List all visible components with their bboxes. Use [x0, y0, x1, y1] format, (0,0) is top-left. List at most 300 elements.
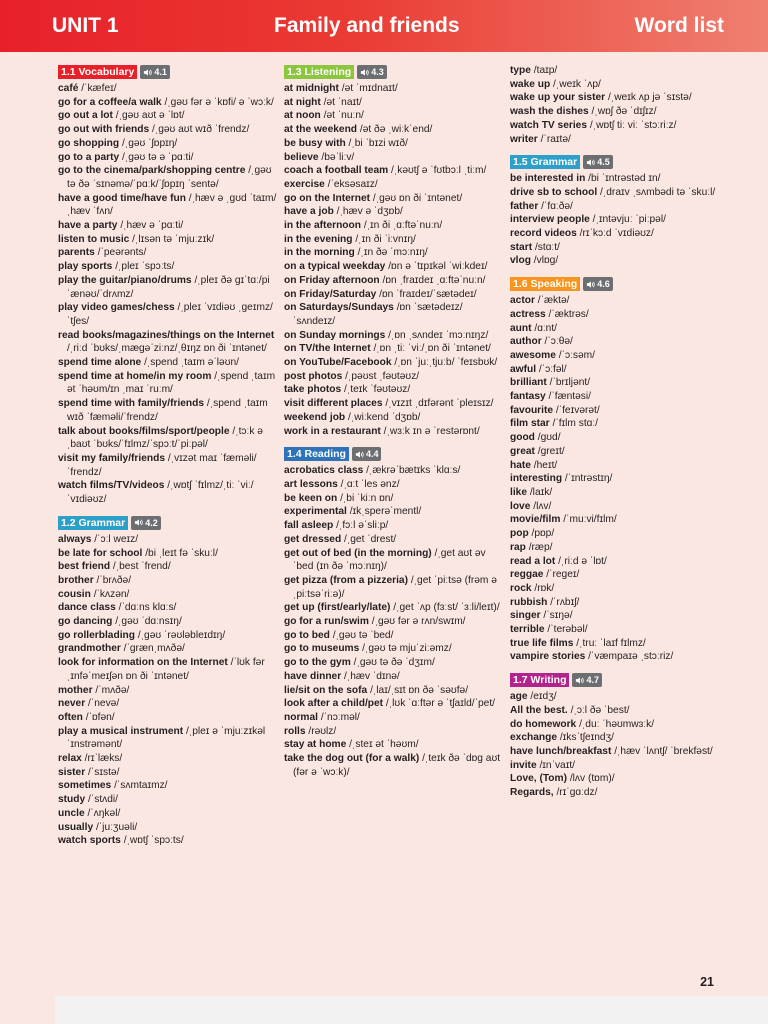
page-header — [0, 0, 768, 52]
entry-word: spend time alone — [58, 357, 142, 369]
entry-pronunciation: /ət ˈnuːn/ — [323, 110, 364, 122]
word-entry — [510, 513, 730, 527]
entry-pronunciation: /ˌɒn ˌsʌndeɪ ˈmɔːnɪŋz/ — [388, 329, 489, 341]
audio-track-button[interactable] — [583, 155, 613, 169]
column-middle — [284, 64, 504, 788]
entry-word: go on the Internet — [284, 192, 371, 204]
word-entry — [510, 363, 730, 377]
entry-word: rolls — [284, 725, 306, 737]
speaker-icon — [355, 450, 364, 459]
word-entry — [58, 329, 278, 356]
word-entry — [284, 738, 504, 752]
audio-track-number: 4.6 — [597, 279, 610, 290]
word-entry — [58, 601, 278, 615]
word-entry — [58, 807, 278, 821]
word-entry — [58, 533, 278, 547]
word-entry — [510, 254, 730, 268]
section-title: 1.7 Writing — [510, 673, 569, 687]
entry-word: author — [510, 336, 542, 348]
entry-pronunciation: /ˈrʌbɪʃ/ — [550, 596, 580, 608]
entry-pronunciation: /rɪˈkɔːd ˈvɪdiəʊz/ — [579, 228, 654, 240]
entry-pronunciation: /ˈmʌðə/ — [95, 684, 130, 696]
entry-pronunciation: /ˌvɪzɪt ˌdɪfərənt ˈpleɪsɪz/ — [385, 398, 494, 410]
word-entry — [510, 650, 730, 664]
speaker-icon — [143, 68, 152, 77]
entry-pronunciation: /ˈbrʌðə/ — [96, 574, 132, 586]
word-entry — [58, 164, 278, 191]
section-heading — [510, 673, 730, 687]
entry-word: awful — [510, 363, 537, 375]
entry-word: in the morning — [284, 247, 355, 259]
entry-pronunciation: /ˈɔːl weɪz/ — [94, 533, 139, 545]
entry-word: reggae — [510, 569, 544, 581]
entry-word: get pizza (from a pizzeria) — [284, 574, 408, 586]
word-entry — [510, 568, 730, 582]
word-entry — [284, 192, 504, 206]
entry-word: go for a run/swim — [284, 616, 369, 628]
entry-word: invite — [510, 759, 537, 771]
entry-word: mother — [58, 684, 93, 696]
entry-pronunciation: /ət ˈmɪdnaɪt/ — [341, 83, 398, 94]
entry-pronunciation: /ɪksˈtʃeɪndʒ/ — [559, 732, 614, 744]
word-entry — [58, 123, 278, 137]
entry-pronunciation: /bi ˈɪntrəstəd ɪn/ — [588, 173, 661, 185]
word-entry — [58, 711, 278, 725]
entry-word: always — [58, 533, 92, 545]
entry-pronunciation: /ˌweɪk ˈʌp/ — [553, 78, 601, 90]
word-entry — [510, 731, 730, 745]
entry-pronunciation: /heɪt/ — [533, 459, 558, 471]
entry-pronunciation: /ɪkˌsperəˈmentl/ — [349, 506, 422, 518]
word-entry — [510, 486, 730, 500]
entry-pronunciation: /ˈʌŋkəl/ — [87, 807, 121, 819]
entry-word: normal — [284, 711, 318, 723]
audio-track-button[interactable] — [572, 673, 602, 687]
unit-label: UNIT 1 — [52, 14, 119, 37]
word-entry — [58, 479, 278, 506]
word-entry — [510, 376, 730, 390]
entry-word: singer — [510, 610, 541, 622]
entry-pronunciation: /ˈæktə/ — [537, 295, 570, 307]
entry-word: go to bed — [284, 629, 330, 641]
entry-pronunciation: /ˌhæv ə ˈdʒɒb/ — [336, 206, 403, 218]
word-entry — [58, 425, 278, 452]
word-entry — [510, 213, 730, 227]
entry-word: on Saturdays/Sundays — [284, 302, 394, 314]
entry-pronunciation: /ˌkəʊtʃ ə ˈfʊtbɔːl ˌtiːm/ — [391, 165, 487, 177]
entry-pronunciation: /ˌteɪk ˈfəʊtəʊz/ — [344, 384, 411, 396]
entry-word: actor — [510, 295, 535, 307]
page-number: 21 — [700, 975, 714, 989]
entry-pronunciation: /ˈkʌzən/ — [93, 588, 130, 600]
entry-pronunciation: /ˈstʌdi/ — [88, 794, 119, 806]
word-entry — [510, 541, 730, 555]
word-entry — [510, 349, 730, 363]
entry-pronunciation: /ˈraɪtə/ — [540, 133, 571, 145]
entry-pronunciation: /ɡʊd/ — [537, 432, 561, 444]
entry-pronunciation: /rɒk/ — [534, 582, 555, 594]
entry-pronunciation: /ˌspend ˌtaɪm əˈləʊn/ — [144, 357, 239, 369]
word-entry — [510, 404, 730, 418]
entry-word: get up (first/early/late) — [284, 602, 391, 614]
entry-pronunciation: /ˌɡəʊ tə ə ˈpɑːti/ — [121, 151, 194, 163]
speaker-icon — [586, 158, 595, 167]
entry-word: usually — [58, 821, 94, 833]
audio-track-button[interactable] — [140, 65, 170, 79]
entry-pronunciation: /ˈbrɪljənt/ — [549, 377, 591, 389]
entry-pronunciation: /ˈæktrəs/ — [548, 308, 589, 320]
entry-word: exercise — [284, 178, 325, 190]
entry-word: spend time with family/friends — [58, 398, 205, 410]
entry-pronunciation: /ˌhæv ˈdɪnə/ — [344, 670, 400, 682]
entry-word: Regards, — [510, 787, 554, 799]
word-entry — [284, 123, 504, 137]
entry-pronunciation: /ˌsteɪ ət ˈhəʊm/ — [349, 739, 419, 751]
entry-pronunciation: /ˌpleɪ ˈvɪdiəʊ ˌɡeɪmz/ˈtʃes/ — [67, 302, 273, 327]
word-entry — [284, 752, 504, 779]
word-entry — [510, 64, 730, 78]
word-entry — [284, 697, 504, 711]
entry-word: have a job — [284, 206, 334, 218]
entry-word: parents — [58, 247, 95, 259]
word-entry — [510, 200, 730, 214]
entry-pronunciation: /rəʊlz/ — [308, 725, 337, 737]
entry-word: uncle — [58, 807, 85, 819]
word-entry — [510, 472, 730, 486]
entry-pronunciation: /taɪp/ — [533, 65, 558, 76]
entry-word: have a good time/have fun — [58, 192, 186, 204]
word-entry — [58, 656, 278, 683]
entry-word: on Friday afternoon — [284, 274, 380, 286]
audio-track-number: 4.7 — [586, 675, 599, 686]
entry-pronunciation: /ˌɡet ˈdrest/ — [344, 533, 397, 545]
entry-pronunciation: /ˈsɪstə/ — [88, 766, 120, 778]
word-entry — [58, 560, 278, 574]
word-entry — [284, 329, 504, 343]
section-title: 1.6 Speaking — [510, 277, 580, 291]
entry-word: get dressed — [284, 533, 342, 545]
word-entry — [510, 786, 730, 800]
entry-word: vlog — [510, 255, 531, 267]
word-entry — [510, 186, 730, 200]
entry-pronunciation: /ˈɡrænˌmʌðə/ — [123, 643, 185, 655]
entry-word: sister — [58, 766, 86, 778]
entry-pronunciation: /vlɒɡ/ — [533, 255, 559, 267]
entry-pronunciation: /ˈlʊk fər ˌɪnfəˈmeɪʃən ɒn ði ˈɪntənet/ — [67, 657, 265, 682]
section-title: 1.1 Vocabulary — [58, 65, 137, 79]
word-entry — [510, 78, 730, 92]
entry-pronunciation: /ˌdraɪv ˌsʌmbədi tə ˈskuːl/ — [600, 186, 716, 198]
word-entry — [284, 574, 504, 601]
entry-pronunciation: /ˌɡəʊ ɒn ði ˈɪntənet/ — [372, 192, 463, 204]
word-entry — [284, 164, 504, 178]
word-entry — [284, 137, 504, 151]
entry-pronunciation: /ˈfeɪvərət/ — [555, 404, 600, 416]
word-entry — [58, 301, 278, 328]
section-heading — [58, 516, 278, 530]
entry-word: in the afternoon — [284, 220, 361, 232]
entry-pronunciation: /ˌɡəʊ fər ə rʌn/swɪm/ — [371, 616, 466, 628]
entry-pronunciation: /ˌteɪk ðə ˈdɒɡ aʊt (fər ə ˈwɔːk)/ — [293, 753, 501, 778]
entry-pronunciation: /ˈɔːsəm/ — [558, 349, 595, 361]
word-entry — [58, 642, 278, 656]
entry-word: at the weekend — [284, 124, 358, 136]
entry-word: watch films/TV/videos — [58, 480, 165, 492]
entry-word: acrobatics class — [284, 465, 364, 477]
word-entry — [284, 233, 504, 247]
word-entry — [58, 219, 278, 233]
entry-word: go to the cinema/park/shopping centre — [58, 165, 246, 177]
section-heading — [510, 277, 730, 291]
entry-pronunciation: /ˈɒfən/ — [85, 711, 115, 723]
word-entry — [510, 133, 730, 147]
entry-pronunciation: /ˌduː ˈhəʊmwɜːk/ — [579, 718, 655, 730]
entry-pronunciation: /ˌɑːt ˈles ənz/ — [340, 478, 400, 490]
entry-pronunciation: /ˈɔːθə/ — [544, 336, 573, 348]
entry-word: often — [58, 711, 83, 723]
entry-word: do homework — [510, 718, 577, 730]
section-vocabulary — [58, 65, 278, 507]
entry-pronunciation: /bəˈliːv/ — [321, 151, 355, 163]
entry-word: wake up your sister — [510, 92, 606, 104]
entry-word: rubbish — [510, 596, 548, 608]
entry-pronunciation: /pɒp/ — [531, 528, 555, 540]
entry-pronunciation: /ɒn ˈsætədeɪz/ ˈsʌndeɪz/ — [293, 302, 463, 327]
entry-word: relax — [58, 753, 82, 765]
word-entry — [510, 718, 730, 732]
word-entry — [284, 656, 504, 670]
entry-pronunciation: /ɒn ə ˈtɪpɪkəl ˈwiːkdeɪ/ — [388, 261, 488, 273]
word-entry — [510, 459, 730, 473]
entry-word: go to the gym — [284, 657, 351, 669]
word-entry — [510, 417, 730, 431]
entry-pronunciation: /ɑːnt/ — [534, 322, 558, 334]
word-entry — [58, 109, 278, 123]
word-entry — [284, 492, 504, 506]
word-entry — [510, 582, 730, 596]
entry-word: visit different places — [284, 398, 383, 410]
word-entry — [284, 151, 504, 165]
audio-track-number: 4.4 — [365, 449, 379, 460]
entry-pronunciation: /ˌɡəʊ tə ðə ˈsɪnəmə/ˈpɑːk/ˈʃɒpɪŋ ˈsentə/ — [67, 165, 272, 190]
entry-word: interview people — [510, 214, 590, 226]
entry-word: art lessons — [284, 478, 338, 490]
entry-pronunciation: /ɒn ˌfraɪdeɪ ˌɑːftəˈnuːn/ — [382, 274, 486, 286]
unit-title: Family and friends — [274, 14, 460, 37]
word-entry — [284, 642, 504, 656]
word-entry — [284, 274, 504, 288]
word-entry — [284, 370, 504, 384]
word-entry — [510, 745, 730, 759]
word-entry — [510, 704, 730, 718]
word-entry — [58, 82, 278, 96]
entry-pronunciation: /ˌɡəʊ aʊt ə ˈlɒt/ — [115, 110, 185, 122]
entry-word: Love, (Tom) — [510, 773, 567, 785]
entry-word: play the guitar/piano/drums — [58, 274, 192, 286]
entry-word: read books/magazines/things on the Internet — [58, 329, 275, 341]
word-entry — [510, 623, 730, 637]
entry-pronunciation: /ˌɡəʊ ˈdɑːnsɪŋ/ — [115, 616, 182, 628]
entry-word: at midnight — [284, 83, 339, 94]
entry-word: watch TV series — [510, 119, 588, 131]
entry-word: actress — [510, 308, 546, 320]
entry-word: go to museums — [284, 643, 360, 655]
entry-word: pop — [510, 528, 529, 540]
entry-word: spend time at home/in my room — [58, 370, 212, 382]
section-title: 1.4 Reading — [284, 447, 349, 461]
entry-pronunciation: /ˈvæmpaɪə ˌstɔːriz/ — [588, 651, 674, 663]
entry-pronunciation: /ˌɪn ðə ˈmɔːnɪŋ/ — [357, 247, 428, 259]
entry-pronunciation: /ˌspend ˌtaɪm wɪð ˈfæməli/ˈfrendz/ — [67, 398, 268, 423]
entry-word: have lunch/breakfast — [510, 745, 612, 757]
word-entry — [284, 533, 504, 547]
entry-word: look for information on the Internet — [58, 657, 228, 669]
entry-pronunciation: /ɡreɪt/ — [537, 445, 565, 457]
audio-track-number: 4.2 — [145, 517, 158, 528]
entry-word: take the dog out (for a walk) — [284, 753, 420, 765]
speaker-icon — [360, 68, 369, 77]
entry-pronunciation: /ˌɔːl ðə ˈbest/ — [570, 704, 630, 716]
word-entry — [58, 793, 278, 807]
word-entry — [58, 260, 278, 274]
entry-word: go dancing — [58, 616, 113, 628]
entry-word: visit my family/friends — [58, 452, 166, 464]
entry-pronunciation: /ət ˈnaɪt/ — [323, 96, 362, 108]
entry-word: dance class — [58, 602, 116, 614]
entry-pronunciation: /ˌwɒtʃ ˈspɔːts/ — [123, 835, 184, 847]
entry-word: café — [58, 83, 79, 94]
entry-word: coach a football team — [284, 165, 389, 177]
entry-pronunciation: /ˌbi ˈkiːn ɒn/ — [340, 492, 394, 504]
entry-pronunciation: /ˌlɪsən tə ˈmjuːzɪk/ — [132, 233, 215, 245]
entry-pronunciation: /ˌɡəʊ tə mjuˈziːəmz/ — [362, 643, 452, 655]
audio-track-button[interactable] — [131, 516, 161, 530]
word-list-label: Word list — [634, 14, 724, 37]
entry-word: aunt — [510, 322, 532, 334]
entry-pronunciation: /ˌriːd ə ˈlɒt/ — [558, 555, 607, 567]
section-grammar-1-5 — [510, 155, 730, 268]
entry-word: wash the dishes — [510, 106, 589, 118]
word-entry — [58, 629, 278, 643]
entry-word: film star — [510, 418, 550, 430]
word-entry — [510, 91, 730, 105]
entry-pronunciation: /laɪk/ — [529, 486, 553, 498]
entry-word: best friend — [58, 561, 111, 573]
word-entry — [284, 178, 504, 192]
entry-pronunciation: /lʌv/ — [533, 500, 552, 512]
word-entry — [284, 711, 504, 725]
entry-pronunciation: /ˈeksəsaɪz/ — [327, 178, 378, 190]
entry-pronunciation: /eɪdʒ/ — [530, 691, 557, 703]
entry-word: terrible — [510, 624, 545, 636]
entry-word: go for a coffee/a walk — [58, 96, 162, 108]
entry-pronunciation: /ˌpleɪ ˈspɔːts/ — [115, 261, 175, 273]
entry-word: in the evening — [284, 233, 353, 245]
word-entry — [284, 519, 504, 533]
word-entry — [284, 260, 504, 274]
entry-pronunciation: /ˈfɑːðə/ — [541, 200, 573, 212]
entry-word: play video games/chess — [58, 302, 175, 314]
entry-word: go to a party — [58, 151, 120, 163]
entry-pronunciation: /ˌriːd ˈbʊks/ˌmæɡəˈziːnz/ˌθɪŋz ɒn ði ˈɪntənet/ — [67, 343, 267, 355]
entry-pronunciation: /ˌɡəʊ aʊt wɪð ˈfrendz/ — [151, 124, 250, 136]
entry-pronunciation: /lʌv (tɒm)/ — [569, 773, 615, 785]
entry-word: on Friday/Saturday — [284, 288, 377, 300]
entry-pronunciation: /ˌlaɪ/ˌsɪt ɒn ðə ˈsəʊfə/ — [370, 684, 469, 696]
section-heading — [284, 65, 504, 79]
footer-bar — [55, 996, 768, 1024]
entry-word: go shopping — [58, 137, 120, 149]
word-entry — [510, 294, 730, 308]
entry-pronunciation: /ˌɡəʊ fər ə ˈkɒfi/ ə ˈwɔːk/ — [164, 96, 274, 108]
entry-word: take photos — [284, 384, 342, 396]
entry-pronunciation: /ˈnevə/ — [88, 698, 120, 710]
column-right — [510, 64, 730, 809]
entry-pronunciation: /ˌɡet ˈʌp (fɜːst/ ˈɜːli/leɪt)/ — [393, 602, 500, 614]
entry-word: fall asleep — [284, 520, 334, 532]
section-heading — [58, 65, 278, 79]
entry-pronunciation: /ˈreɡeɪ/ — [546, 569, 580, 581]
entry-pronunciation: /ˌfɔːl əˈsliːp/ — [336, 520, 389, 532]
entry-word: play a musical instrument — [58, 725, 184, 737]
word-entry — [284, 356, 504, 370]
word-entry — [284, 684, 504, 698]
word-entry — [58, 192, 278, 219]
section-writing — [510, 673, 730, 800]
speaker-icon — [575, 676, 584, 685]
entry-word: have dinner — [284, 670, 342, 682]
word-entry — [284, 670, 504, 684]
entry-word: All the best. — [510, 704, 568, 716]
word-entry — [284, 219, 504, 233]
word-entry — [510, 445, 730, 459]
entry-pronunciation: /ˌɡəʊ ˈʃɒpɪŋ/ — [121, 137, 178, 149]
audio-track-button[interactable] — [352, 447, 382, 461]
word-entry — [58, 779, 278, 793]
entry-word: get out of bed (in the morning) — [284, 547, 432, 559]
entry-pronunciation: /ˌbi ˈbɪzi wɪð/ — [348, 137, 408, 149]
word-entry — [510, 119, 730, 133]
entry-pronunciation: /ˌwɒʃ ðə ˈdɪʃɪz/ — [591, 106, 657, 118]
word-entry — [510, 227, 730, 241]
entry-word: at night — [284, 96, 321, 108]
word-entry — [284, 301, 504, 328]
section-title: 1.5 Grammar — [510, 155, 580, 169]
entry-word: on Sunday mornings — [284, 329, 386, 341]
entry-word: interesting — [510, 473, 563, 485]
entry-word: age — [510, 691, 528, 703]
word-entry — [58, 274, 278, 301]
section-title: 1.3 Listening — [284, 65, 354, 79]
word-entry — [58, 766, 278, 780]
entry-pronunciation: /rɪˈlæks/ — [84, 753, 123, 765]
entry-word: true life films — [510, 637, 574, 649]
word-entry — [510, 172, 730, 186]
entry-word: exchange — [510, 732, 557, 744]
entry-pronunciation: /ˌɪntəvjuː ˈpiːpəl/ — [592, 214, 666, 226]
word-entry — [510, 772, 730, 786]
word-entry — [58, 246, 278, 260]
audio-track-button[interactable] — [583, 277, 613, 291]
column-left — [58, 64, 278, 857]
entry-pronunciation: /ˌweɪk ʌp jə ˈsɪstə/ — [607, 92, 692, 104]
audio-track-button[interactable] — [357, 65, 387, 79]
entry-word: at noon — [284, 110, 321, 122]
word-entry — [284, 342, 504, 356]
entry-pronunciation: /ˌwɜːk ɪn ə ˈrestərɒnt/ — [383, 425, 480, 437]
entry-word: post photos — [284, 370, 343, 382]
word-entry — [510, 105, 730, 119]
